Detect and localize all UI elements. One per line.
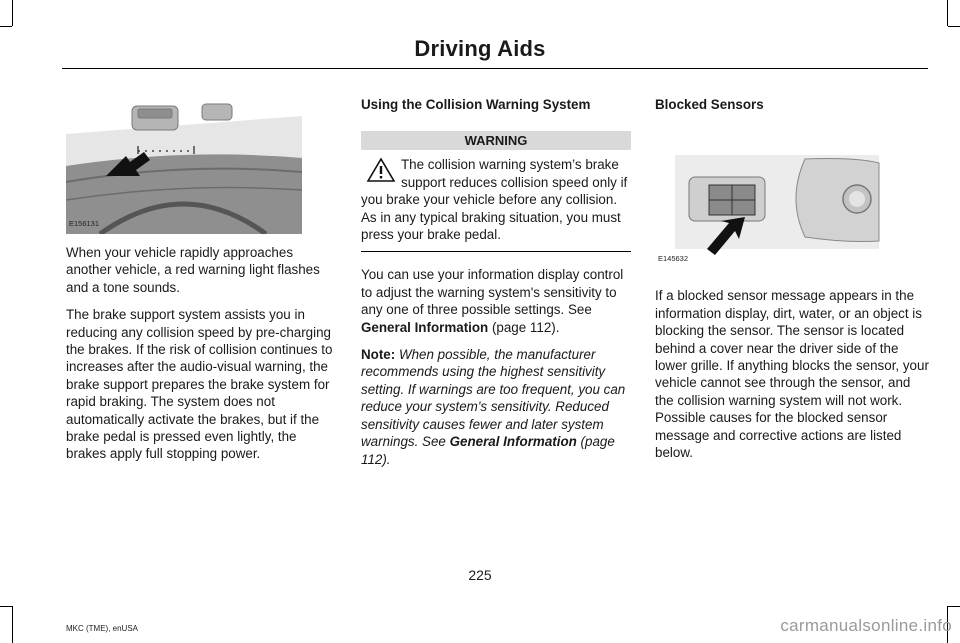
page-reference: (page 112). [488,319,560,335]
crop-mark [948,606,960,607]
figure-collision-warning [66,96,302,234]
figure-sensor-location [655,131,885,269]
watermark: carmanualsonline.info [780,616,952,635]
windshield-illustration [66,96,302,234]
note [361,346,631,468]
crop-mark [948,26,960,27]
paragraph: The brake support system assists you in reducing any collision speed by pre-charging the brakes. If the risk of collision continues to increases after the audio-visual warning, the brake support prepares the brake system for rapid braking. The system does not automatically activate the brakes, but if the brake pedal is pressed even lightly, the brakes apply full stopping power. [66,307,333,462]
crop-mark [0,606,12,607]
section-heading: Using the Collision Warning System [361,97,591,112]
warning-body [361,150,631,252]
crop-mark [12,0,13,26]
paragraph [361,266,631,336]
page-reference: (page 112). [361,434,615,467]
figure-id: E145632 [658,254,689,263]
warning-box [361,131,631,252]
paragraph: When your vehicle rapidly approaches another vehicle, a red warning light flashes and a tone sounds. [66,245,320,295]
crop-mark [947,0,948,26]
column-2 [361,96,631,478]
column-1 [66,96,336,473]
figure-id: E156131 [69,218,100,228]
page-number: 225 [468,567,492,583]
paragraph: If a blocked sensor message appears in the information display, dirt, water, or an object is blocking the sensor. The sensor is located behind a cover near the driver side of the lower grille. If anything blocks the sensor, your vehicle cannot see through the sensor, and the collision warning system will not work. Possible causes for the blocked sensor message and corrective actions are listed below. [655,288,929,461]
section-heading: Blocked Sensors [655,97,764,112]
column-3 [655,96,929,471]
cross-reference-link[interactable]: General Information [449,434,577,450]
paragraph-text: You can use your information display control to adjust the warning system's sensitivity to any one of three possible settings. See [361,267,624,318]
note-label: Note: [361,347,396,363]
model-label: MKC (TME), enUSA [66,624,139,633]
cross-reference-link[interactable]: General Information [361,319,489,335]
warning-label: WARNING [361,131,631,150]
warning-triangle-icon [367,158,395,182]
header-divider [62,68,928,69]
grille-illustration [655,131,885,269]
crop-mark [12,606,13,643]
page-title: Driving Aids [414,36,546,61]
note-text: When possible, the manufacturer recommends using the highest sensitivity setting. If warnings are too frequent, you can reduce your system's sensitivity. Reduced sensitivity causes fewer and later system warnings. See [361,347,626,450]
warning-text: The collision warning system’s brake support reduces collision speed only if you brake your vehicle before any collision. As in any typical braking situation, you must press your brake pedal. [361,157,628,243]
crop-mark [0,26,12,27]
